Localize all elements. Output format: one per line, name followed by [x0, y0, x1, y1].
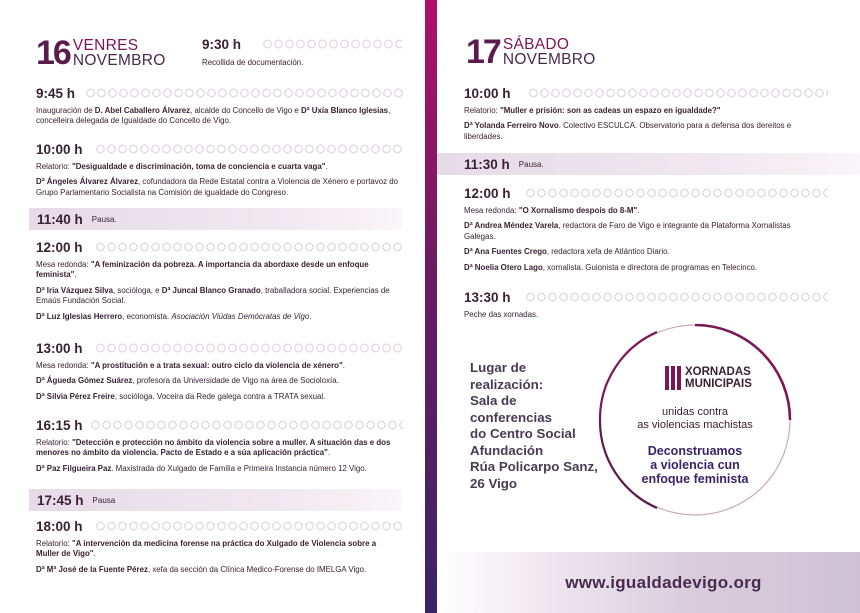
venue-line: Rúa Policarpo Sanz, [470, 459, 598, 474]
item-text: Mesa redonda: "O Xornalismo despois do 8-M". [464, 206, 640, 215]
dots-decoration [262, 38, 402, 50]
roman-numeral-icon [665, 366, 681, 390]
friday-day-name: VENRES [72, 37, 139, 54]
venue-line: Lugar de [470, 360, 527, 375]
time-label: 11:30 h [464, 156, 510, 172]
time-label: 9:30 h [202, 37, 242, 52]
time-label: 16:15 h [36, 418, 83, 433]
dots-decoration [525, 291, 828, 303]
item-speaker: Dª Yolanda Ferreiro Novo. Colectivo ESCULCA. Observatorio para a defensa dos dereitos e liberdades. [464, 121, 792, 141]
break-bar [29, 208, 402, 230]
time-label: 18:00 h [36, 519, 83, 534]
badge-subtitle [597, 406, 793, 431]
dots-decoration [85, 87, 403, 99]
friday-panel [0, 0, 425, 613]
venue-line: conferencias [470, 409, 553, 425]
time-label: 11:40 h [37, 211, 83, 227]
saturday-month: NOVEMBRO [502, 51, 596, 68]
item-speaker: Dª Águeda Gómez Suárez, profesora da Universidade de Vigo na área de Socioloxía. [36, 376, 339, 386]
badge-headline-line: enfoque feminista [641, 472, 749, 486]
badge-title-line: XORNADAS [685, 366, 751, 378]
badge-headline [597, 444, 793, 486]
item-speaker: Dª Ana Fuentes Crego, redactora xefa de Atlántico Diario. [464, 247, 670, 257]
break-bar [437, 153, 860, 175]
break-label: Pausa [92, 495, 116, 505]
friday-day-number: 16 [36, 34, 70, 72]
event-badge [597, 322, 793, 518]
saturday-heading [466, 33, 596, 71]
badge-headline-line: a violencia cun [650, 458, 740, 472]
break-label: Pausa. [91, 214, 117, 224]
venue-info [470, 360, 610, 492]
item-speaker: Dª Ángeles Álvarez Álvarez, cofundadora da Rede Estatal contra a Violencia de Xénero e portavoz do Grupo Parlamentario Socialista na Comisión de igualdade do Congreso. [36, 177, 399, 197]
dots-decoration [525, 187, 828, 199]
time-label: 17:45 h [37, 492, 84, 508]
item-speaker: Dª Mª José de la Fuente Pérez, xefa da sección da Clínica Medico-Forense do IMELGA Vigo. [36, 564, 367, 574]
time-label: 13:30 h [464, 290, 511, 305]
friday-month: NOVEMBRO [72, 52, 166, 69]
item-speaker: Dª Paz Filgueira Paz. Maxistrada do Xulgado de Familia e Primeira Instancia número 12 Vigo. [36, 463, 367, 473]
time-label: 12:00 h [36, 240, 83, 255]
item-text: Mesa redonda: "A feminización da pobreza. A importancia da abordaxe desde un enfoque feminista". [36, 260, 369, 280]
dots-decoration [95, 241, 403, 253]
item-text: Relatorio: "A intervención da medicina forense na práctica do Xulgado de Violencia sobre a Muller de Vigo". [36, 539, 377, 559]
item-text: Inauguración de D. Abel Caballero Álvarez, alcalde do Concello de Vigo e Dª Uxía Blanco Iglesias, concelleira delegada de Igualdade do Concello de Vigo. [36, 106, 391, 126]
item-text: Peche das xornadas. [464, 310, 539, 319]
item-speaker: Dª Iria Vázquez Silva, socióloga, e Dª Juncal Blanco Granado, traballadora social. Experiencias de Emaús Fundación Social. [36, 285, 390, 306]
venue-line: realización: [470, 376, 544, 392]
time-label: 13:00 h [36, 341, 83, 356]
center-divider [425, 0, 437, 613]
time-label: 12:00 h [464, 186, 511, 201]
dots-decoration [90, 419, 403, 431]
item-speaker: Dª Silvia Pérez Freire, socióloga. Voceira da Rede galega contra a TRATA sexual. [36, 391, 326, 401]
item-text: Relatorio: "Desigualdade e discriminación, toma de conciencia e cuarta vaga". [36, 162, 328, 171]
item-speaker: Dª Luz Iglesias Herrero, economista. Asociación Viúdas Demócratas de Vigo. [36, 311, 312, 321]
venue-line: 26 Vigo [470, 475, 518, 491]
item-text: Relatorio: "Muller e prisión: son as cadeas un espazo en igualdade?" [464, 106, 721, 115]
item-text: Recollida de documentación. [202, 58, 304, 67]
website-link[interactable]: www.igualdadevigo.org [565, 572, 762, 592]
saturday-day-number: 17 [466, 33, 500, 71]
dots-decoration [528, 87, 828, 99]
time-label: 9:45 h [36, 86, 76, 101]
dots-decoration [95, 520, 403, 532]
schedule-item [464, 186, 824, 273]
badge-headline-line: Deconstruamos [647, 444, 743, 458]
item-text: Mesa redonda: "A prostitución e a trata sexual: outro ciclo da violencia de xénero". [36, 361, 345, 370]
badge-subtitle-line: unidas contra [661, 406, 729, 418]
badge-title [665, 366, 752, 390]
item-speaker: Dª Noelia Otero Lago, xornalista. Guionista e directora de programas en Telecinco. [464, 262, 758, 272]
website-banner [437, 552, 860, 613]
time-label: 10:00 h [464, 86, 511, 101]
badge-title-line: MUNICIPAIS [685, 378, 752, 390]
venue-line: Afundación [470, 442, 544, 458]
break-bar [29, 489, 402, 511]
venue-line: Sala de [470, 393, 517, 408]
item-text: Relatorio: "Detección e protección no ámbito da violencia sobre a muller. A situación das e dos menores no ámbito da violencia. Pacto de Estado e a súa aplicación práctica". [36, 438, 391, 458]
saturday-day-name: SÁBADO [502, 36, 570, 53]
venue-line: do Centro Social [470, 426, 576, 441]
break-label: Pausa. [518, 159, 544, 169]
dots-decoration [95, 143, 403, 155]
time-label: 10:00 h [36, 142, 83, 157]
badge-subtitle-line: as violencias machistas [637, 418, 753, 431]
dots-decoration [95, 342, 403, 354]
item-speaker: Dª Andrea Méndez Varela, redactora de Faro de Vigo e integrante da Plataforma Xornalistas Galegas. [464, 221, 791, 241]
friday-heading [36, 34, 166, 72]
